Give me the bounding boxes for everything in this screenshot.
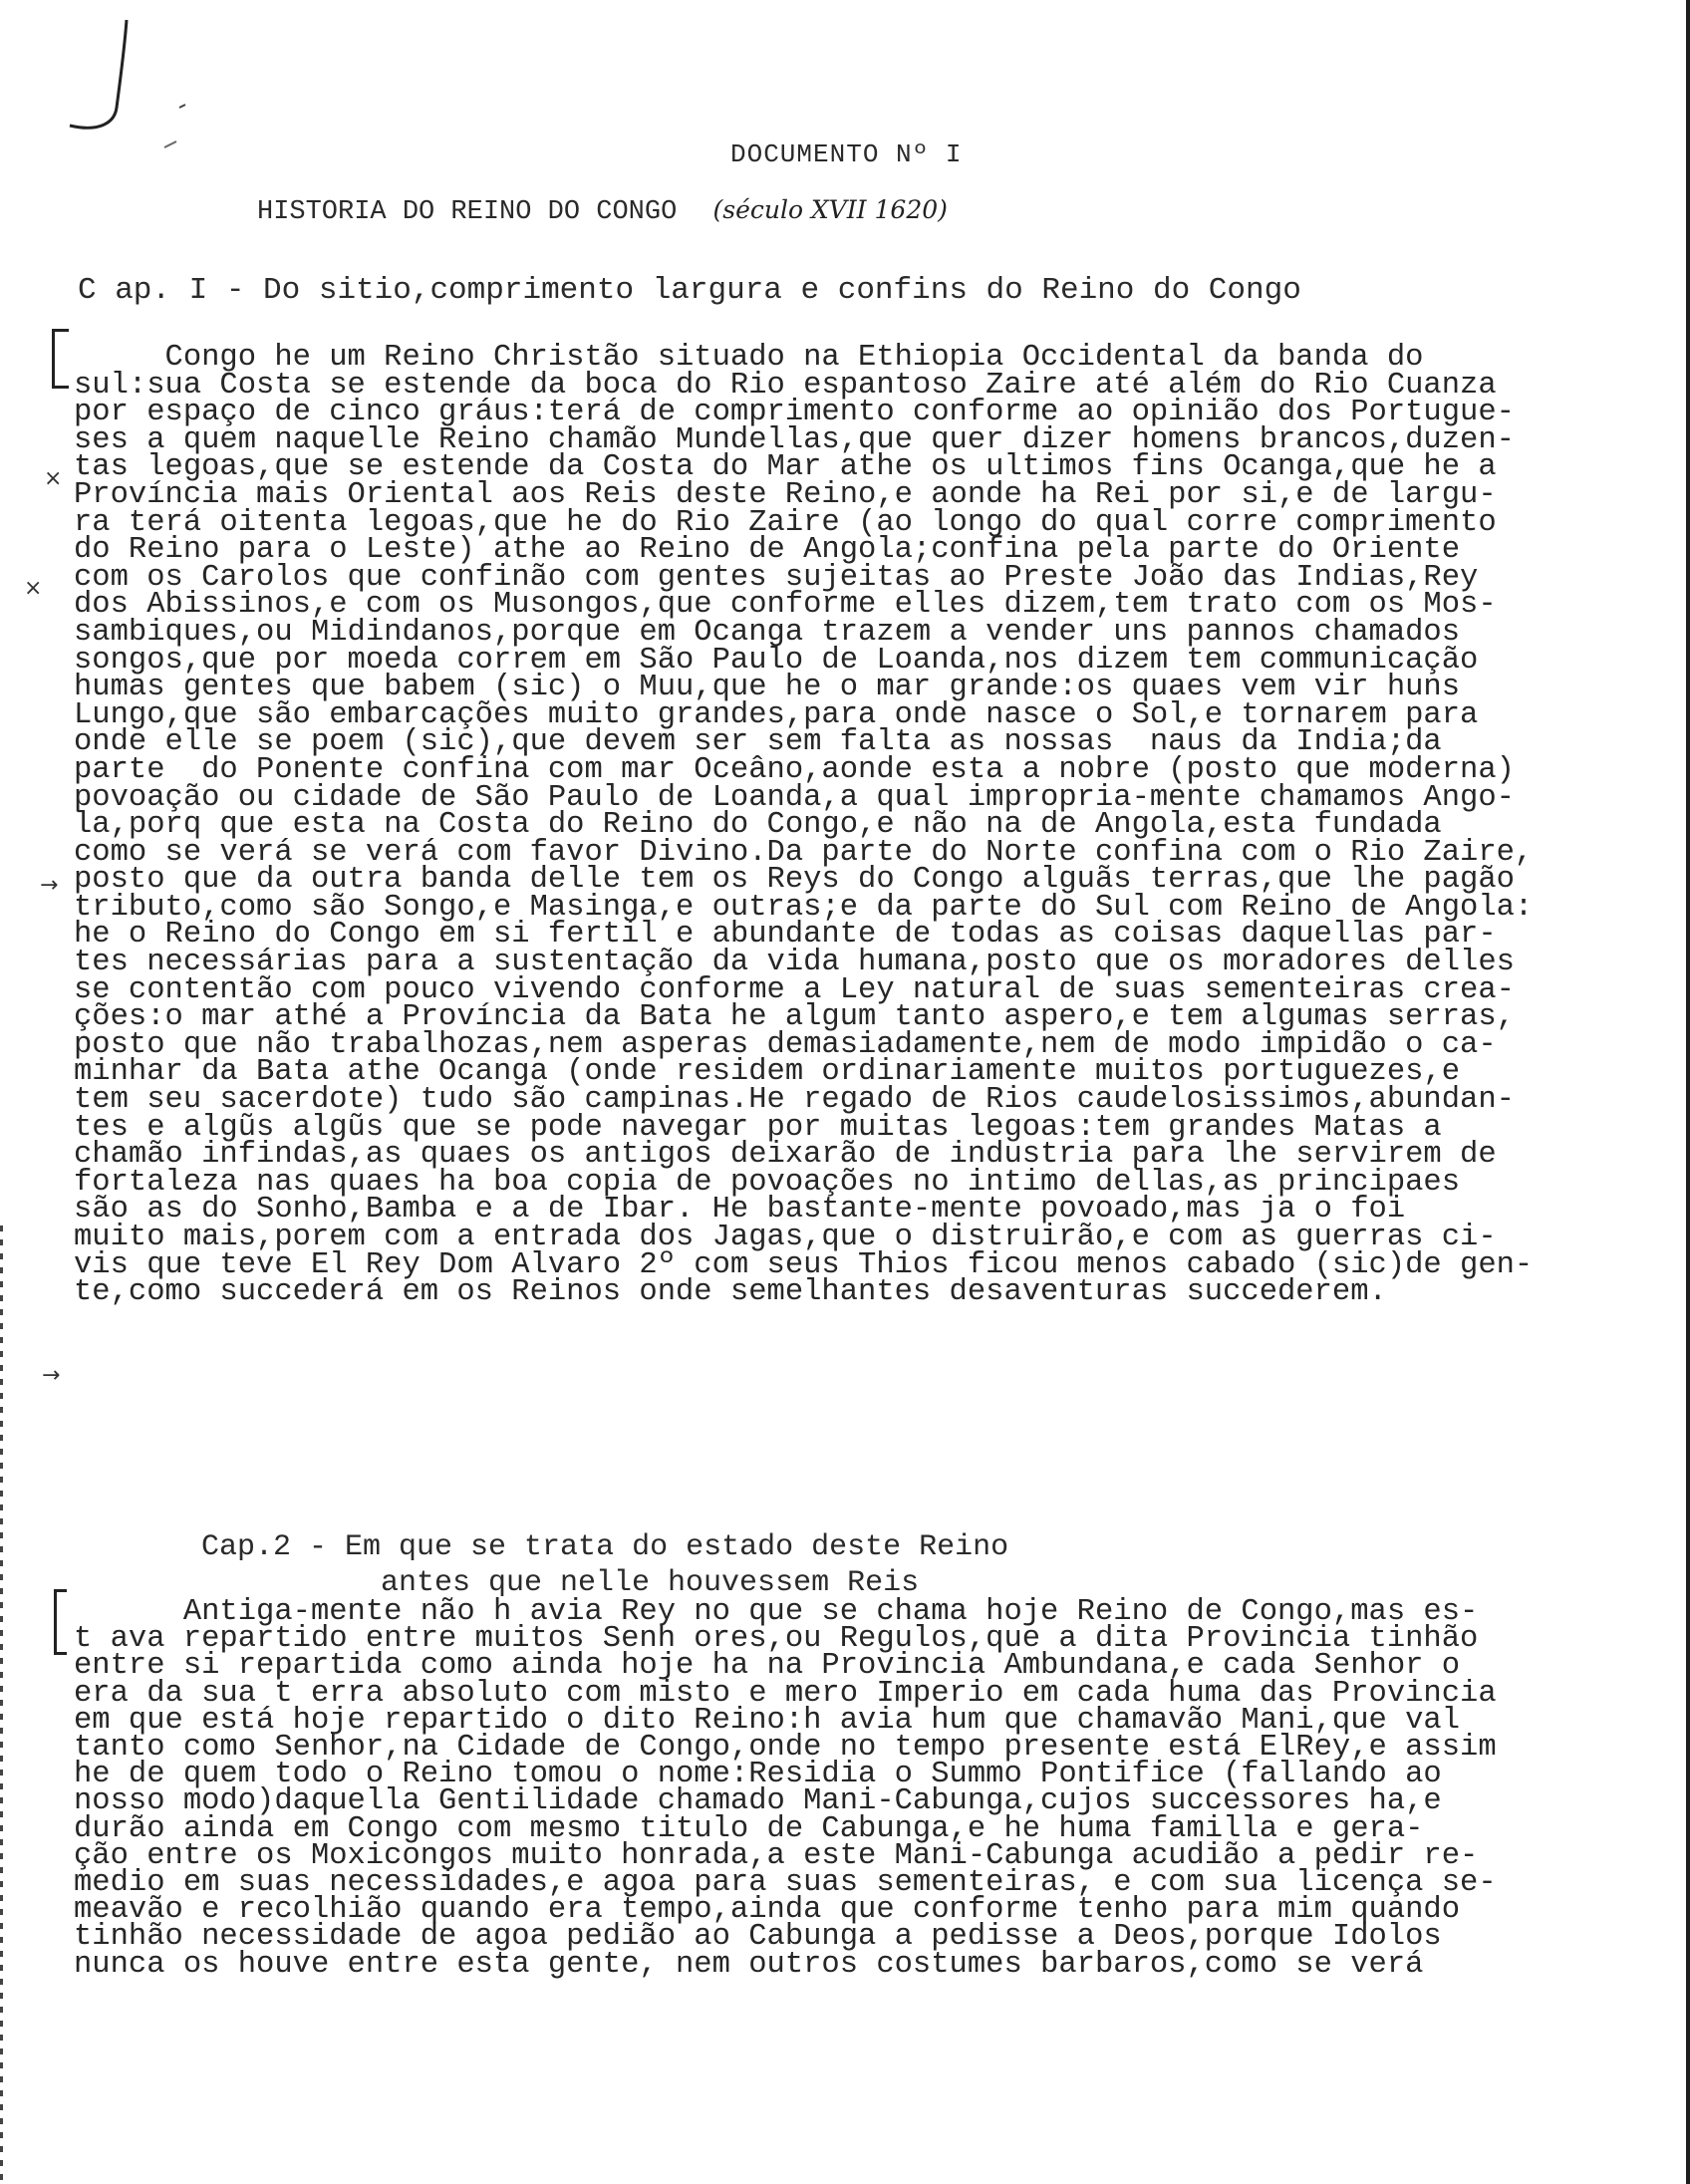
text-line: t ava repartido entre muitos Senh ores,ou Regulos,que a dita Provincia tinhão	[74, 1622, 1479, 1657]
text-line: parte do Ponente confina com mar Oceâno,aonde esta a nobre (posto que moderna)	[74, 752, 1515, 787]
text-line: durão ainda em Congo com mesmo titulo de Cabunga,e he huma familla e gera-	[74, 1811, 1424, 1846]
margin-mark-cross-2: ×	[24, 576, 43, 601]
text-line: tes e algũs algũs que se pode navegar por muitas legoas:tem grandes Matas a	[74, 1110, 1442, 1145]
text-line: songos,que por moeda correm em São Paulo de Loanda,nos dizem tem communicação	[74, 643, 1479, 678]
text-line: humas gentes que babem (sic) o Muu,que he o mar grande:os quaes vem vir huns	[74, 671, 1461, 705]
scan-edge-left	[0, 1226, 3, 2184]
text-line: ses a quem naquelle Reino chamão Mundellas,que quer dizer homens brancos,duzen-	[74, 422, 1515, 457]
text-line: he o Reino do Congo em si fertil e abundante de todas as coisas daquellas par-	[74, 918, 1497, 953]
document-title-text: HISTORIA DO REINO DO CONGO	[257, 197, 678, 227]
text-line: era da sua t erra absoluto com misto e mero Imperio em cada huma das Provincia	[74, 1676, 1497, 1711]
text-line: nunca os houve entre esta gente, nem outros costumes barbaros,como se verá	[74, 1947, 1424, 1982]
text-line: la,porq que esta na Costa do Reino do Congo,e não na de Angola,esta fundada	[74, 808, 1442, 843]
document-title	[257, 195, 948, 227]
chapter-2-heading-line-2: antes que nelle houvessem Reis	[381, 1566, 920, 1600]
document-number: DOCUMENTO Nº I	[730, 139, 963, 169]
text-line: he de quem todo o Reino tomou o nome:Residia o Summo Pontifice (fallando ao	[74, 1758, 1442, 1792]
text-line: por espaço de cinco gráus:terá de comprimento conforme ao opinião dos Portugue-	[74, 396, 1515, 430]
text-line: chamão infindas,as quaes os antigos deixarão de industria para lhe servirem de	[74, 1138, 1497, 1173]
text-line: Antiga-mente não h avia Rey no que se chama hoje Reino de Congo,mas es-	[74, 1595, 1479, 1629]
text-line: como se verá se verá com favor Divino.Da parte do Norte confina com o Rio Zaire,	[74, 835, 1534, 870]
text-line: dos Abissinos,e com os Musongos,que conforme elles dizem,tem trato com os Mos-	[74, 588, 1497, 623]
text-line: em que está hoje repartido o dito Reino:h avia hum que chamavão Mani,que val	[74, 1703, 1461, 1738]
margin-bracket-chapter-2	[54, 1589, 67, 1655]
text-line: minhar da Bata athe Ocanga (onde residem ordinariamente muitos portuguezes,e	[74, 1055, 1461, 1090]
text-line: posto que da outra banda delle tem os Reys do Congo alguãs terras,que lhe pagão	[74, 863, 1515, 898]
text-line: posto que não trabalhozas,nem asperas demasiadamente,nem de modo impidão o ca-	[74, 1027, 1497, 1062]
text-line: se contentão com pouco vivendo conforme a Ley natural de suas sementeiras crea-	[74, 972, 1515, 1007]
margin-mark-cross: ×	[44, 466, 63, 491]
text-line: medio em suas necessidades,e agoa para suas sementeiras, e com sua licença se-	[74, 1866, 1497, 1901]
text-line: entre si repartida como ainda hoje ha na Provincia Ambundana,e cada Senhor o	[74, 1649, 1461, 1684]
chapter-1-heading: C ap. I - Do sitio,comprimento largura e confins do Reino do Congo	[78, 273, 1301, 308]
text-line: meavão e recolhião quando era tempo,ainda que conforme tenho para mim quando	[74, 1893, 1461, 1928]
text-line: tanto como Senhor,na Cidade de Congo,onde no tempo presente está ElRey,e assim	[74, 1731, 1497, 1766]
text-line: do Reino para o Leste) athe ao Reino de Angola;confina pela parte do Oriente	[74, 533, 1461, 568]
text-line: Província mais Oriental aos Reis deste Reino,e aonde ha Rei por si,e de largu-	[74, 477, 1497, 512]
text-line: nosso modo)daquella Gentilidade chamado Mani-Cabunga,cujos successores ha,e	[74, 1784, 1442, 1819]
text-line: tas legoas,que se estende da Costa do Mar athe os ultimos fins Ocanga,que he a	[74, 450, 1497, 485]
text-line: vis que teve El Rey Dom Alvaro 2º com seus Thios ficou menos cabado (sic)de gen-	[74, 1247, 1534, 1282]
text-line: tem seu sacerdote) tudo são campinas.He regado de Rios caudelosissimos,abundan-	[74, 1083, 1515, 1118]
text-line: tes necessárias para a sustentação da vida humana,posto que os moradores delles	[74, 946, 1515, 980]
pen-scribble-mark	[55, 8, 234, 157]
text-line: te,como succederá em os Reinos onde semelhantes desaventuras succederem.	[74, 1275, 1387, 1310]
text-line: são as do Sonho,Bamba e a de Ibar. He bastante-mente povoado,mas ja o foi	[74, 1193, 1406, 1228]
text-line: com os Carolos que confinão com gentes sujeitas ao Preste João das Indias,Rey	[74, 560, 1479, 595]
chapter-1-body	[74, 341, 1658, 1310]
text-line: tinhão necessidade de agoa pedião ao Cabunga a pedisse a Deos,porque Idolos	[74, 1920, 1442, 1955]
scan-edge-right	[1686, 0, 1690, 2184]
text-line: onde elle se poem (sic),que devem ser sem falta as nossas naus da India;da	[74, 725, 1442, 760]
text-line: ção entre os Moxicongos muito honrada,a este Mani-Cabunga acudião a pedir re-	[74, 1838, 1479, 1873]
text-line: povoação ou cidade de São Paulo de Loanda,a qual impropria-mente chamamos Ango-	[74, 780, 1515, 815]
text-line: ra terá oitenta legoas,que he do Rio Zaire (ao longo do qual corre comprimento	[74, 505, 1497, 540]
chapter-2-heading	[201, 1530, 1008, 1600]
text-line: fortaleza nas quaes ha boa copia de povoações no intimo dellas,as principaes	[74, 1165, 1461, 1200]
text-line: muito mais,porem com a entrada dos Jagas,que o distruirão,e com as guerras ci-	[74, 1221, 1497, 1254]
text-line: sul:sua Costa se estende da boca do Rio espantoso Zaire até além do Rio Cuanza	[74, 368, 1497, 403]
margin-mark-arrow-2: →	[42, 1363, 61, 1388]
text-line: ções:o mar athé a Província da Bata he algum tanto aspero,e tem algumas serras,	[74, 1000, 1515, 1035]
text-line: Lungo,que são embarcações muito grandes,para onde nasce o Sol,e tornarem para	[74, 697, 1479, 732]
text-line: sambiques,ou Midindanos,porque em Ocanga trazem a vender uns pannos chamados	[74, 615, 1461, 650]
chapter-2-body	[74, 1595, 1658, 1982]
handwritten-date-note: (século XVII 1620)	[712, 195, 948, 224]
chapter-2-heading-line-1: Cap.2 - Em que se trata do estado deste Reino	[201, 1530, 1009, 1564]
margin-mark-arrow: →	[40, 873, 59, 898]
text-line: tributo,como são Songo,e Masinga,e outras;e da parte do Sul com Reino de Angola:	[74, 890, 1534, 925]
margin-bracket-chapter-1	[52, 329, 69, 389]
text-line: Congo he um Reino Christão situado na Ethiopia Occidental da banda do	[74, 341, 1424, 375]
